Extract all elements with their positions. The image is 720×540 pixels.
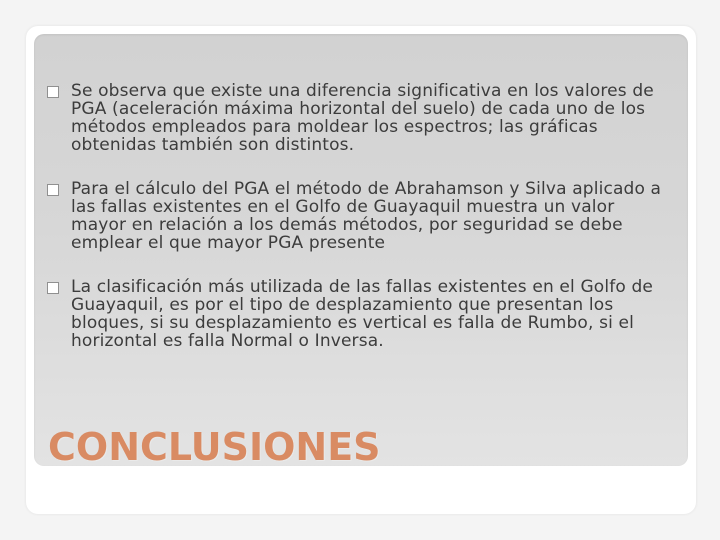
bullet-item — [47, 82, 673, 154]
bullet-text: Se observa que existe una diferencia significativa en los valores de PGA (aceleración máxima horizontal del suelo) de cada uno de los métodos empleados para moldear los espectros; las gráficas obtenidas también son distintos. — [71, 81, 654, 155]
bullet-text: La clasificación más utilizada de las fallas existentes en el Golfo de Guayaquil, es por el tipo de desplazamiento que presentan los bloques, si su desplazamiento es vertical es falla de Rumbo, si el horizontal es falla Normal o Inversa. — [71, 277, 654, 351]
square-bullet-icon — [47, 184, 59, 196]
square-bullet-icon — [47, 282, 59, 294]
square-bullet-icon — [47, 86, 59, 98]
bullet-item — [47, 180, 673, 252]
bullet-text: Para el cálculo del PGA el método de Abrahamson y Silva aplicado a las fallas existentes en el Golfo de Guayaquil muestra un valor mayor en relación a los demás métodos, por seguridad se debe emplear el que mayor PGA presente — [71, 179, 662, 253]
bullet-list — [47, 82, 673, 376]
slide-title: CONCLUSIONES — [48, 425, 381, 469]
bullet-item — [47, 278, 673, 350]
